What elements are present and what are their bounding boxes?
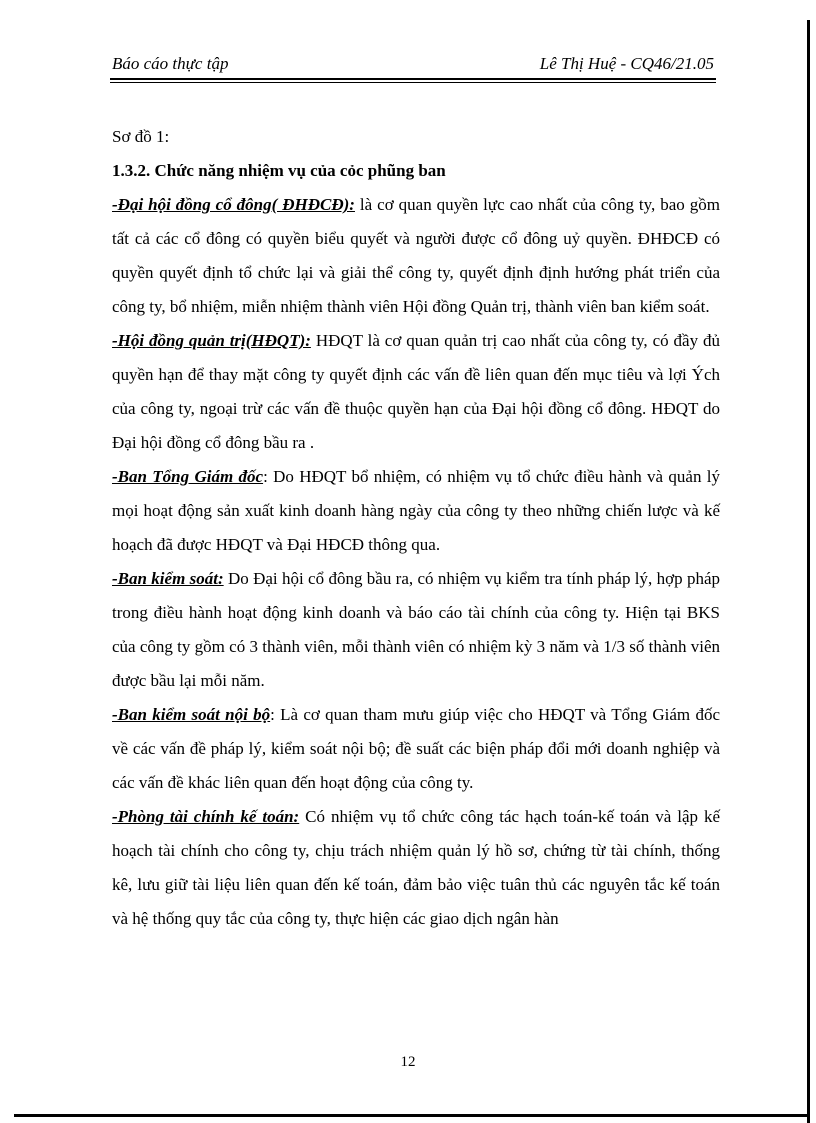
text-dhdcd: là cơ quan quyền lực cao nhất của công ty, bao gồm tất cả các cổ đông có quyền biểu quyết và người được cổ đông uỷ quyền. ĐHĐCĐ có quyền quyết định tổ chức lại và giải thể công ty, quyết định định hướng phát triển của công ty, bổ nhiệm, miễn nhiệm thành viên Hội đồng Quản trị, thành viên ban kiểm soát. [112,195,720,316]
term-phong-tai-chinh-ke-toan: -Phòng tài chính kế toán: [112,807,300,826]
paragraph-phong-tai-chinh-ke-toan [112,800,720,936]
term-ban-kiem-soat-noi-bo: -Ban kiểm soát nội bộ [112,705,271,724]
section-heading: 1.3.2. Chức năng nhiệm vụ của cỏc phũng ban [112,161,446,180]
paragraph-dhdcd [112,188,720,324]
paragraph-ban-kiem-soat-noi-bo [112,698,720,800]
term-dhdcd: -Đại hội đồng cổ đông( ĐHĐCĐ): [112,195,355,214]
paragraph-ban-kiem-soat [112,562,720,698]
text-hdqt: HĐQT là cơ quan quản trị cao nhất của công ty, có đầy đủ quyền hạn để thay mặt công ty quyết định các vấn đề liên quan đến mục tiêu và lợi Ých của công ty, ngoại trừ các vấn đề thuộc quyền hạn của Đại hội đồng cổ đông. HĐQT do Đại hội đồng cổ đông bầu ra . [112,331,720,452]
page-border-bottom [14,1114,810,1117]
text-phong-tai-chinh-ke-toan: Có nhiệm vụ tổ chức công tác hạch toán-kế toán và lập kế hoạch tài chính cho công ty, chịu trách nhiệm quản lý hồ sơ, chứng từ tài chính, thống kê, lưu giữ tài liệu liên quan đến kế toán, đảm bảo việc tuân thủ các nguyên tắc kế toán và hệ thống quy tắc của công ty, thực hiện các giao dịch ngân hàn [112,807,721,928]
text-ban-tong-giam-doc: : Do HĐQT bổ nhiệm, có nhiệm vụ tổ chức điều hành và quản lý mọi hoạt động sản xuất kinh doanh hàng ngày của công ty theo những chiến lược và kế hoạch đã được HĐQT và Đại HĐCĐ thông qua. [112,467,721,554]
header-author: Lê Thị Huệ - CQ46/21.05 [539,54,714,73]
header-rule [110,78,716,83]
text-ban-kiem-soat: Do Đại hội cổ đông bầu ra, có nhiệm vụ kiểm tra tính pháp lý, hợp pháp trong điều hành hoạt động kinh doanh và báo cáo tài chính của công ty. Hiện tại BKS của công ty gồm có 3 thành viên, mỗi thành viên có nhiệm kỳ 3 năm và 1/3 số thành viên được bầu lại mỗi năm. [112,569,720,690]
page-border-right [807,20,810,1123]
paragraph-hdqt [112,324,720,460]
term-ban-kiem-soat: -Ban kiểm soát: [112,569,224,588]
page-header [112,52,714,76]
diagram-label: Sơ đồ 1: [112,127,170,146]
term-ban-tong-giam-doc: -Ban Tổng Giám đốc [112,467,264,486]
page-number: 12 [400,1054,416,1070]
text-ban-kiem-soat-noi-bo: : Là cơ quan tham mưu giúp việc cho HĐQT và Tổng Giám đốc về các vấn đề pháp lý, kiểm soát nội bộ; đề suất các biện pháp đổi mới doanh nghiệp và các vấn đề khác liên quan đến hoạt động của công ty. [112,705,720,792]
document-body [112,120,720,936]
term-hdqt: -Hội đồng quản trị(HĐQT): [112,331,311,350]
header-report-title: Báo cáo thực tập [112,54,229,73]
paragraph-ban-tong-giam-doc [112,460,720,562]
